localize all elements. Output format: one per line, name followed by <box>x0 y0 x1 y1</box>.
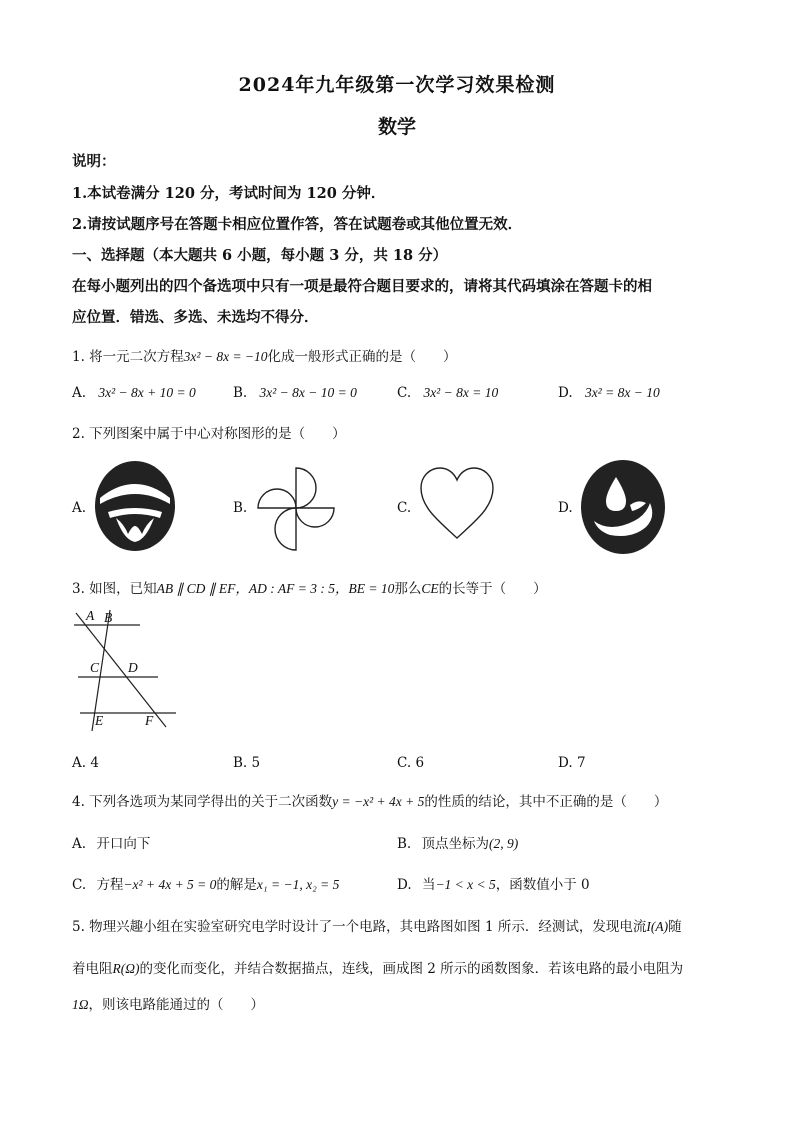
option-b-pinwheel-figure <box>254 463 338 553</box>
question-4-option-b: B. 顶点坐标为(2, 9) <box>397 836 519 852</box>
question-2-option-b-label: B. <box>233 500 248 516</box>
question-1-stem: 1. 将一元二次方程3x² − 8x = −10化成一般形式正确的是（ ） <box>72 349 457 365</box>
question-5-line3: 1Ω，则该电路能通过的（ ） <box>72 997 265 1013</box>
option-a-emblem-figure <box>94 460 176 552</box>
question-4-option-d: D. 当−1 < x < 5，函数值小于 0 <box>397 877 590 893</box>
point-label-d: D <box>128 660 138 675</box>
question-1-option-a: A. 3x² − 8x + 10 = 0 <box>72 385 196 401</box>
question-1-option-d: D. 3x² = 8x − 10 <box>558 385 660 401</box>
question-3-stem: 3. 如图，已知AB ∥ CD ∥ EF，AD : AF = 3 : 5，BE = 10那么CE的长等于（ ） <box>72 581 547 597</box>
question-4-option-c: C. 方程−x² + 4x + 5 = 0的解是x₁ = −1, x₂ = 5 <box>72 877 340 893</box>
page-title: 2024年九年级第一次学习效果检测 <box>238 74 556 96</box>
question-2-option-a-label: A. <box>72 500 87 516</box>
question-3-option-d: D. 7 <box>558 755 586 771</box>
section-desc-line1: 在每小题列出的四个备选项中只有一项是最符合题目要求的，请将其代码填涂在答题卡的相 <box>72 278 652 295</box>
question-4-stem: 4. 下列各选项为某同学得出的关于二次函数y = −x² + 4x + 5的性质的结论，其中不正确的是（ ） <box>72 794 668 810</box>
point-label-b: B <box>104 610 113 625</box>
option-d-drop-emblem-figure <box>580 459 666 555</box>
question-3-option-a: A. 4 <box>72 755 99 771</box>
point-label-f: F <box>145 713 154 728</box>
section-desc-line2: 应位置．错选、多选、未选均不得分． <box>72 309 319 326</box>
instructions-heading: 说明： <box>72 153 116 170</box>
question-1-option-b: B. 3x² − 8x − 10 = 0 <box>233 385 357 401</box>
section-title: 一、选择题（本大题共 6 小题，每小题 3 分，共 18 分） <box>72 247 448 264</box>
question-2-option-d-label: D. <box>558 500 573 516</box>
parallel-lines-figure <box>70 605 180 735</box>
subject-title: 数学 <box>377 116 416 138</box>
instruction-item-2: 2.请按试题序号在答题卡相应位置作答，答在试题卷或其他位置无效． <box>72 216 523 233</box>
point-label-c: C <box>90 660 100 675</box>
question-2-stem: 2. 下列图案中属于中心对称图形的是（ ） <box>72 426 346 442</box>
point-label-a: A <box>86 608 95 623</box>
question-3-option-c: C. 6 <box>397 755 425 771</box>
question-3-option-b: B. 5 <box>233 755 261 771</box>
question-4-option-a: A. 开口向下 <box>72 836 151 852</box>
question-1-option-c: C. 3x² − 8x = 10 <box>397 385 499 401</box>
question-2-option-c-label: C. <box>397 500 412 516</box>
question-5-line2: 着电阻R(Ω)的变化而变化，并结合数据描点，连线，画成图 2 所示的函数图象．若该电路的最小电阻为 <box>72 961 684 977</box>
point-label-e: E <box>95 713 104 728</box>
option-c-heart-figure <box>418 466 496 542</box>
instruction-item-1: 1.本试卷满分 120 分，考试时间为 120 分钟． <box>72 185 386 202</box>
question-5-line1: 5. 物理兴趣小组在实验室研究电学时设计了一个电路，其电路图如图 1 所示．经测试，发现电流I(A)随 <box>72 919 682 935</box>
